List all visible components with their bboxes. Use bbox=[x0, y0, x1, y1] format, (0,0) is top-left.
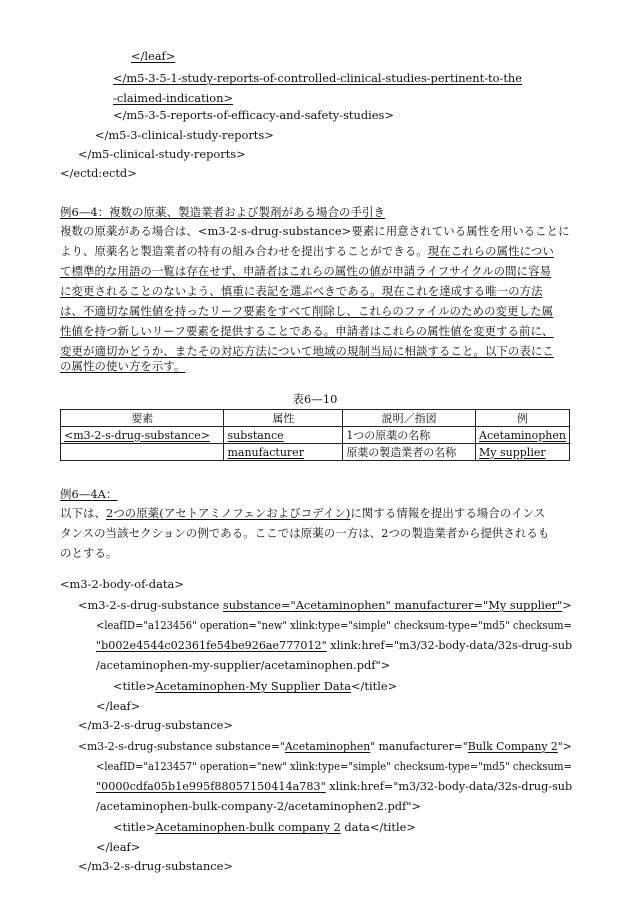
table-cell: <m3-2-s-drug-substance> bbox=[61, 427, 224, 444]
body-line: タンスの当該セクションの例である。ここでは原薬の一方は、2つの製造業者から提供されるも bbox=[60, 526, 550, 540]
code-line: </m5-3-5-reports-of-efficacy-and-safety-studies> bbox=[113, 108, 394, 122]
code-line: </m5-3-clinical-study-reports> bbox=[95, 128, 274, 142]
body-line: より、原薬名と製造業者の特有の組み合わせを提出することができる。現在これらの属性につい bbox=[60, 244, 554, 258]
table-caption: 表6—10 bbox=[292, 392, 338, 406]
header-cell: 属性 bbox=[224, 410, 343, 427]
code-line: </leaf> bbox=[96, 840, 141, 854]
code-line: /acetaminophen-bulk-company-2/acetaminophen2.pdf"> bbox=[96, 799, 422, 813]
section-heading-6-4a: 例6—4A： bbox=[60, 487, 118, 501]
table-header-row bbox=[61, 410, 570, 427]
body-line: 複数の原薬がある場合は、<m3-2-s-drug-substance>要素に用意されている属性を用いることに bbox=[60, 224, 570, 238]
table-cell bbox=[61, 444, 224, 461]
code-line: </leaf> bbox=[96, 699, 141, 713]
code-line: "b002e4544c02361fe54be926ae777012" xlink:href="m3/32-body-data/32s-drug-sub bbox=[96, 638, 573, 652]
code-line: </leaf> bbox=[131, 49, 176, 63]
code-line: </m5-clinical-study-reports> bbox=[78, 147, 246, 161]
table-cell: Acetaminophen bbox=[476, 427, 570, 444]
body-line: 変更が適切かどうか、またその対応方法について地域の規制当局に相談すること。以下の表にこ bbox=[60, 344, 554, 358]
code-line: </m3-2-s-drug-substance> bbox=[78, 718, 233, 732]
table-row bbox=[61, 427, 570, 444]
body-line: て標準的な用語の一覧は存在せず、申請者はこれらの属性の値が申請ライフサイクルの間に容易 bbox=[60, 264, 552, 278]
code-line: </m5-3-5-1-study-reports-of-controlled-clinical-studies-pertinent-to-the bbox=[113, 71, 523, 85]
table-cell: substance bbox=[224, 427, 343, 444]
code-line: <title>Acetaminophen-My Supplier Data</title> bbox=[113, 679, 398, 693]
code-line: <m3-2-s-drug-substance substance="Acetaminophen" manufacturer="Bulk Company 2"> bbox=[78, 739, 572, 753]
underlined-phrase: 2つの原薬(アセトアミノフェンおよびコデイン) bbox=[105, 506, 351, 520]
header-cell: 例 bbox=[476, 410, 570, 427]
table-cell: 1つの原薬の名称 bbox=[343, 427, 476, 444]
table-cell: 原薬の製造業者の名称 bbox=[343, 444, 476, 461]
code-line: </ectd:ectd> bbox=[60, 166, 137, 180]
code-line: <m3-2-s-drug-substance substance="Acetaminophen" manufacturer="My supplier"> bbox=[78, 598, 572, 612]
code-line: /acetaminophen-my-supplier/acetaminophen.pdf"> bbox=[96, 658, 391, 672]
table-cell: My supplier bbox=[476, 444, 570, 461]
attribute-table bbox=[60, 409, 570, 461]
code-line: <leafID="a123456" operation="new" xlink:type="simple" checksum-type="md5" checksum= bbox=[96, 618, 572, 632]
header-cell: 説明／指図 bbox=[343, 410, 476, 427]
table-cell: manufacturer bbox=[224, 444, 343, 461]
code-line: <m3-2-body-of-data> bbox=[60, 577, 184, 591]
code-line: -claimed-indication> bbox=[113, 91, 234, 105]
header-cell: 要素 bbox=[61, 410, 224, 427]
code-line: </m3-2-s-drug-substance> bbox=[78, 859, 233, 873]
body-line: は、不適切な属性値を持ったリーフ要素をすべて削除し、これらのファイルのための変更した属 bbox=[60, 304, 554, 318]
code-line: "0000cdfa05b1e995f88057150414a783" xlink:href="m3/32-body-data/32s-drug-sub bbox=[96, 779, 573, 793]
section-heading-6-4: 例6—4：複数の原薬、製造業者および製剤がある場合の手引き bbox=[60, 205, 385, 219]
table-row bbox=[61, 444, 570, 461]
code-line: <title>Acetaminophen-bulk company 2 data</title> bbox=[113, 820, 416, 834]
body-line: のとする。 bbox=[60, 546, 118, 560]
body-line: の属性の使い方を示す。 bbox=[60, 359, 186, 373]
code-line: <leafID="a123457" operation="new" xlink:type="simple" checksum-type="md5" checksum= bbox=[96, 759, 572, 773]
body-line: 以下は、2つの原薬(アセトアミノフェンおよびコデイン)に関する情報を提出する場合のインス bbox=[60, 506, 546, 520]
body-line: に変更されることのないよう、慎重に表記を選ぶべきである。現在これを達成する唯一の方法 bbox=[60, 284, 543, 298]
body-line: 性値を持つ新しいリーフ要素を提供することである。申請者はこれらの属性値を変更する前に、 bbox=[60, 324, 554, 338]
